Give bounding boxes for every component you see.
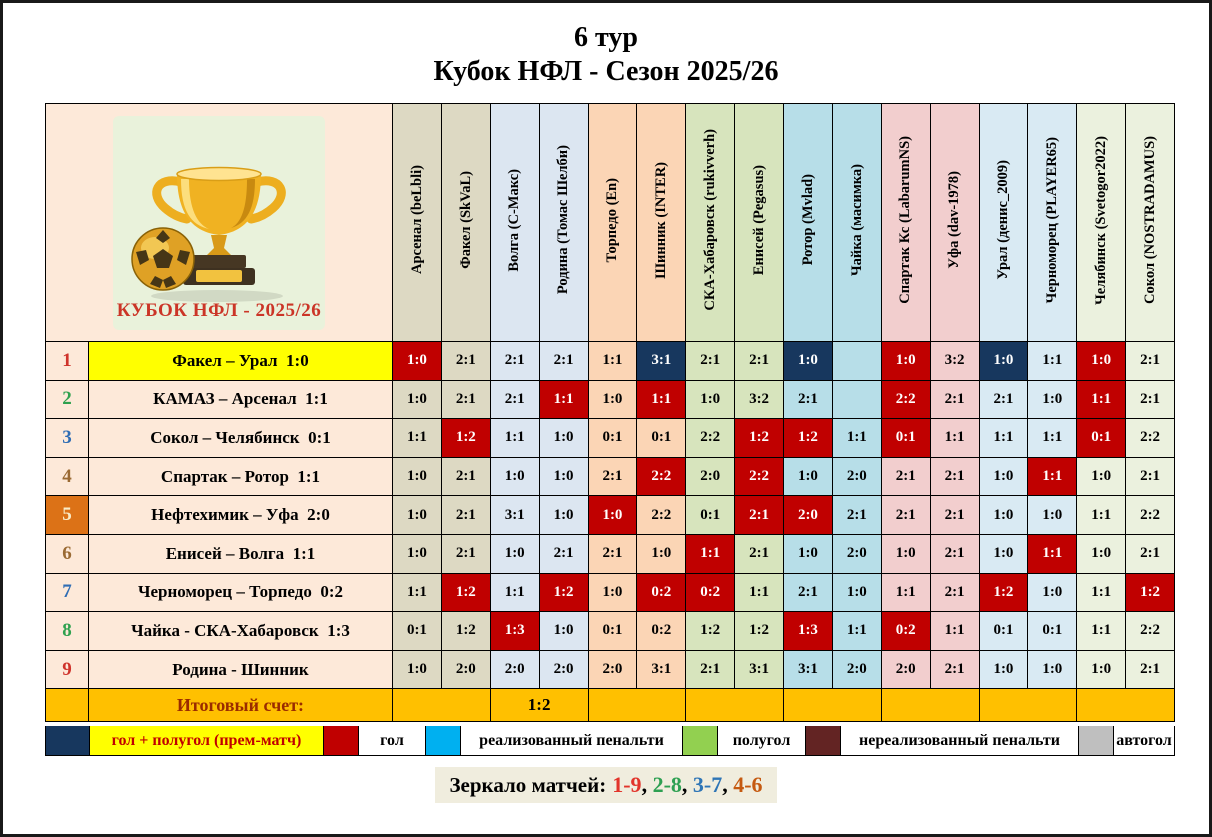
row-number: 7 [46,573,89,612]
column-header-label: Ротор (Mvlad) [799,174,816,266]
penalty-scored-swatch [426,726,461,755]
total-score-label: Итоговый счет: [89,689,393,722]
prediction-cell: 2:0 [539,650,588,689]
prediction-cell: 1:1 [832,419,881,458]
column-header-label: Сокол (NOSTRADAMUS) [1141,136,1158,304]
prediction-cell: 1:2 [539,573,588,612]
prediction-cell: 1:2 [735,419,784,458]
prediction-cell: 2:0 [784,496,833,535]
prediction-cell: 1:1 [1028,419,1077,458]
prediction-cell: 1:1 [588,342,637,381]
prediction-cell: 1:2 [441,419,490,458]
prediction-cell: 2:2 [1126,419,1175,458]
prediction-cell: 1:0 [979,457,1028,496]
page-title [3,21,1209,89]
column-header-label: Факел (SkVaL) [457,171,474,269]
prediction-cell: 2:2 [637,496,686,535]
total-score-cell: 1:2 [490,689,588,722]
mirror-pair-separator: , [681,772,693,797]
mirror-pair: 3-7 [692,772,723,797]
prediction-cell: 2:2 [1126,496,1175,535]
prediction-cell: 2:1 [539,534,588,573]
column-header-7 [686,104,735,342]
column-header-label: СКА-Хабаровск (rukivverh) [701,129,718,311]
prediction-cell: 1:3 [784,612,833,651]
prediction-cell: 1:1 [1028,457,1077,496]
prediction-cell: 1:0 [979,342,1028,381]
prediction-cell: 1:1 [490,573,539,612]
prediction-cell: 2:0 [490,650,539,689]
prediction-cell: 3:2 [930,342,979,381]
prediction-cell: 1:0 [393,534,442,573]
match-label: Черноморец – Торпедо 0:2 [89,573,393,612]
prediction-cell: 1:0 [539,496,588,535]
prediction-cell: 1:0 [1028,496,1077,535]
prediction-cell: 2:1 [1126,534,1175,573]
prediction-cell: 2:1 [588,534,637,573]
prediction-cell: 0:2 [881,612,930,651]
penalty-missed-label: нереализованный пенальти [841,726,1079,755]
prediction-cell: 3:1 [784,650,833,689]
prediction-cell: 2:2 [637,457,686,496]
halfgoal-label: полугол [718,726,806,755]
prediction-cell: 1:0 [686,380,735,419]
row-number: 9 [46,650,89,689]
prediction-cell: 2:1 [441,457,490,496]
mirror-matches-label: Зеркало матчей: [449,772,607,797]
halfgoal-swatch [683,726,718,755]
prediction-cell: 2:2 [1126,612,1175,651]
column-header-label: Спартак Кс (LabarumNS) [897,136,914,304]
cup-season-title: Кубок НФЛ - Сезон 2025/26 [433,56,779,87]
prediction-cell: 1:0 [784,534,833,573]
prediction-cell: 1:1 [1077,380,1126,419]
prediction-cell: 2:0 [441,650,490,689]
prediction-cell: 1:1 [490,419,539,458]
prediction-cell: 2:2 [881,380,930,419]
prediction-row-4 [46,457,1175,496]
prediction-cell: 1:0 [881,342,930,381]
prediction-cell: 1:0 [588,380,637,419]
prediction-cell: 1:0 [979,534,1028,573]
column-header-3 [490,104,539,342]
prediction-row-6 [46,534,1175,573]
prediction-cell: 1:1 [930,612,979,651]
column-header-label: Арсенал (beLbli) [408,165,425,275]
penalty-missed-swatch [806,726,841,755]
prediction-cell: 1:2 [735,612,784,651]
prediction-cell: 1:1 [686,534,735,573]
prediction-cell: 2:1 [735,534,784,573]
mirror-pair: 2-8 [652,772,682,797]
row-number: 2 [46,380,89,419]
column-header-12 [930,104,979,342]
prediction-row-2 [46,380,1175,419]
column-header-label: Шинник (INTER) [653,161,670,279]
prediction-cell: 3:1 [490,496,539,535]
prediction-cell: 2:0 [588,650,637,689]
prediction-cell: 2:1 [1126,342,1175,381]
prediction-cell: 2:0 [832,534,881,573]
prediction-cell: 3:1 [735,650,784,689]
column-header-9 [784,104,833,342]
prediction-cell: 1:1 [1077,573,1126,612]
prediction-cell: 2:0 [832,650,881,689]
mirror-pair: 4-6 [733,772,763,797]
prediction-cell: 1:1 [881,573,930,612]
mirror-pairs [612,772,762,798]
prediction-cell: 2:0 [881,650,930,689]
prediction-cell: 2:1 [930,457,979,496]
header-row [46,104,1175,342]
prediction-cell: 1:1 [393,573,442,612]
goal-halfgoal-prem-label: гол + полугол (прем-матч) [90,726,324,755]
prediction-cell: 2:1 [441,342,490,381]
prediction-cell: 1:0 [832,573,881,612]
prediction-cell: 2:1 [686,342,735,381]
column-header-15 [1077,104,1126,342]
prediction-cell: 1:0 [1077,650,1126,689]
prediction-cell: 1:0 [393,380,442,419]
prediction-cell: 1:0 [1028,573,1077,612]
column-header-14 [1028,104,1077,342]
prediction-cell: 1:2 [1126,573,1175,612]
prediction-cell: 1:2 [441,612,490,651]
prediction-cell: 1:1 [832,612,881,651]
prediction-cell: 1:0 [490,534,539,573]
prediction-cell: 1:0 [637,534,686,573]
cup-logo-caption: КУБОК НФЛ - 2025/26 [116,299,322,321]
prediction-cell: 1:0 [539,457,588,496]
prediction-cell: 1:0 [979,650,1028,689]
prediction-cell: 1:0 [393,342,442,381]
prediction-cell: 2:1 [441,380,490,419]
column-header-13 [979,104,1028,342]
column-header-label: Уфа (dav-1978) [946,171,963,269]
prediction-cell: 2:1 [930,573,979,612]
prediction-cell: 2:1 [441,496,490,535]
prediction-cell: 1:0 [539,419,588,458]
column-header-1 [393,104,442,342]
prediction-cell: 2:1 [784,380,833,419]
prediction-cell: 2:1 [930,650,979,689]
column-header-2 [441,104,490,342]
prediction-row-9 [46,650,1175,689]
prediction-cell [832,380,881,419]
prediction-cell: 1:1 [637,380,686,419]
prediction-cell: 0:1 [686,496,735,535]
prediction-cell: 1:0 [393,457,442,496]
row-number: 4 [46,457,89,496]
row-number: 5 [46,496,89,535]
mirror-pair: 1-9 [612,772,642,797]
total-score-cell [588,689,686,722]
prediction-cell: 2:1 [441,534,490,573]
prediction-cell: 0:1 [588,612,637,651]
mirror-matches-line [3,767,1209,803]
total-score-cell [979,689,1077,722]
cup-logo [113,116,325,330]
prediction-cell: 2:1 [784,573,833,612]
prediction-cell: 3:1 [637,342,686,381]
prediction-cell: 2:1 [539,342,588,381]
prediction-cell: 1:2 [686,612,735,651]
column-header-label: Енисей (Pegasus) [750,164,767,276]
prediction-cell: 2:2 [686,419,735,458]
prediction-cell: 2:1 [735,342,784,381]
prediction-cell: 1:1 [1028,534,1077,573]
round-title: 6 тур [574,22,638,53]
cup-logo-cell [46,104,393,342]
prediction-cell: 1:0 [1028,650,1077,689]
prediction-cell: 2:0 [832,457,881,496]
row-number: 1 [46,342,89,381]
match-label: Спартак – Ротор 1:1 [89,457,393,496]
prediction-cell: 2:1 [490,380,539,419]
prediction-cell: 3:1 [637,650,686,689]
prediction-cell: 2:1 [979,380,1028,419]
prediction-cell: 1:0 [1077,342,1126,381]
prediction-cell: 1:2 [441,573,490,612]
prediction-cell: 0:2 [637,612,686,651]
goal-halfgoal-prem-swatch [46,726,90,755]
total-row-spacer [46,689,89,722]
prediction-cell: 2:1 [930,534,979,573]
prediction-row-1 [46,342,1175,381]
goal-label: гол [359,726,426,755]
mirror-pair-separator: , [722,772,734,797]
prediction-cell: 2:1 [832,496,881,535]
column-header-label: Урал (денис_2009) [995,160,1012,280]
column-header-5 [588,104,637,342]
own-goal-label: автогол [1114,726,1174,755]
prediction-cell: 1:0 [393,650,442,689]
prediction-cell: 1:1 [1077,496,1126,535]
total-score-row [46,689,1175,722]
prediction-cell: 1:0 [393,496,442,535]
prediction-cell: 2:1 [881,496,930,535]
prediction-cell: 1:0 [979,496,1028,535]
prediction-cell: 1:2 [979,573,1028,612]
column-header-label: Торпедо (En) [604,177,621,263]
trophy-ball-icon [119,146,319,306]
match-label: Чайка - СКА-Хабаровск 1:3 [89,612,393,651]
prediction-cell: 2:1 [930,380,979,419]
prediction-cell: 0:1 [979,612,1028,651]
prediction-row-5 [46,496,1175,535]
prediction-cell: 2:1 [1126,650,1175,689]
prediction-row-8 [46,612,1175,651]
own-goal-swatch [1079,726,1114,755]
total-score-cell [881,689,979,722]
column-header-label: Чайка (масимка) [848,164,865,276]
column-header-16 [1126,104,1175,342]
prediction-cell: 0:1 [881,419,930,458]
column-header-10 [832,104,881,342]
prediction-cell: 2:1 [686,650,735,689]
goal-swatch [324,726,359,755]
match-label: КАМАЗ – Арсенал 1:1 [89,380,393,419]
prediction-cell: 1:0 [490,457,539,496]
total-score-cell [393,689,491,722]
total-score-cell [784,689,882,722]
prediction-cell: 0:1 [393,612,442,651]
prediction-cell: 2:1 [1126,457,1175,496]
legend-bar [45,726,1175,756]
column-header-8 [735,104,784,342]
row-number: 8 [46,612,89,651]
column-header-label: Волга (С-Макс) [506,168,523,272]
prediction-cell [832,342,881,381]
prediction-cell: 2:1 [735,496,784,535]
prediction-cell: 0:2 [686,573,735,612]
prediction-cell: 1:1 [930,419,979,458]
prediction-cell: 0:1 [1028,612,1077,651]
prediction-row-3 [46,419,1175,458]
column-header-6 [637,104,686,342]
prediction-cell: 0:2 [637,573,686,612]
penalty-scored-label: реализованный пенальти [461,726,683,755]
column-header-label: Родина (Томас Шелби) [555,145,572,295]
match-label: Сокол – Челябинск 0:1 [89,419,393,458]
total-score-cell [1077,689,1175,722]
prediction-cell: 1:0 [1077,534,1126,573]
prediction-cell: 1:0 [784,457,833,496]
prediction-cell: 1:1 [735,573,784,612]
prediction-cell: 2:1 [588,457,637,496]
prediction-cell: 0:1 [1077,419,1126,458]
prediction-cell: 2:1 [881,457,930,496]
prediction-cell: 1:2 [784,419,833,458]
prediction-cell: 2:1 [1126,380,1175,419]
prediction-cell: 1:0 [588,496,637,535]
prediction-cell: 1:1 [539,380,588,419]
prediction-row-7 [46,573,1175,612]
prediction-cell: 0:1 [637,419,686,458]
prediction-cell: 1:1 [1028,342,1077,381]
prediction-cell: 1:0 [784,342,833,381]
column-header-label: Черноморец (PLAYER65) [1044,136,1061,304]
prediction-cell: 2:1 [490,342,539,381]
prediction-cell: 1:3 [490,612,539,651]
match-label: Нефтехимик – Уфа 2:0 [89,496,393,535]
match-label: Енисей – Волга 1:1 [89,534,393,573]
prediction-cell: 2:2 [735,457,784,496]
prediction-cell: 1:0 [1077,457,1126,496]
prediction-cell: 1:1 [979,419,1028,458]
prediction-cell: 2:1 [930,496,979,535]
row-number: 6 [46,534,89,573]
prediction-cell: 1:1 [393,419,442,458]
column-header-11 [881,104,930,342]
prediction-cell: 0:1 [588,419,637,458]
prediction-cell: 1:0 [588,573,637,612]
row-number: 3 [46,419,89,458]
prediction-cell: 3:2 [735,380,784,419]
predictions-table [45,103,1175,722]
total-score-cell [686,689,784,722]
prediction-cell: 1:0 [539,612,588,651]
match-label: Родина - Шинник [89,650,393,689]
prediction-cell: 2:0 [686,457,735,496]
column-header-4 [539,104,588,342]
mirror-pair-separator: , [641,772,653,797]
column-header-label: Челябинск (Svetogor2022) [1092,135,1109,305]
prediction-cell: 1:0 [881,534,930,573]
match-label: Факел – Урал 1:0 [89,342,393,381]
prediction-cell: 1:0 [1028,380,1077,419]
prediction-cell: 1:1 [1077,612,1126,651]
